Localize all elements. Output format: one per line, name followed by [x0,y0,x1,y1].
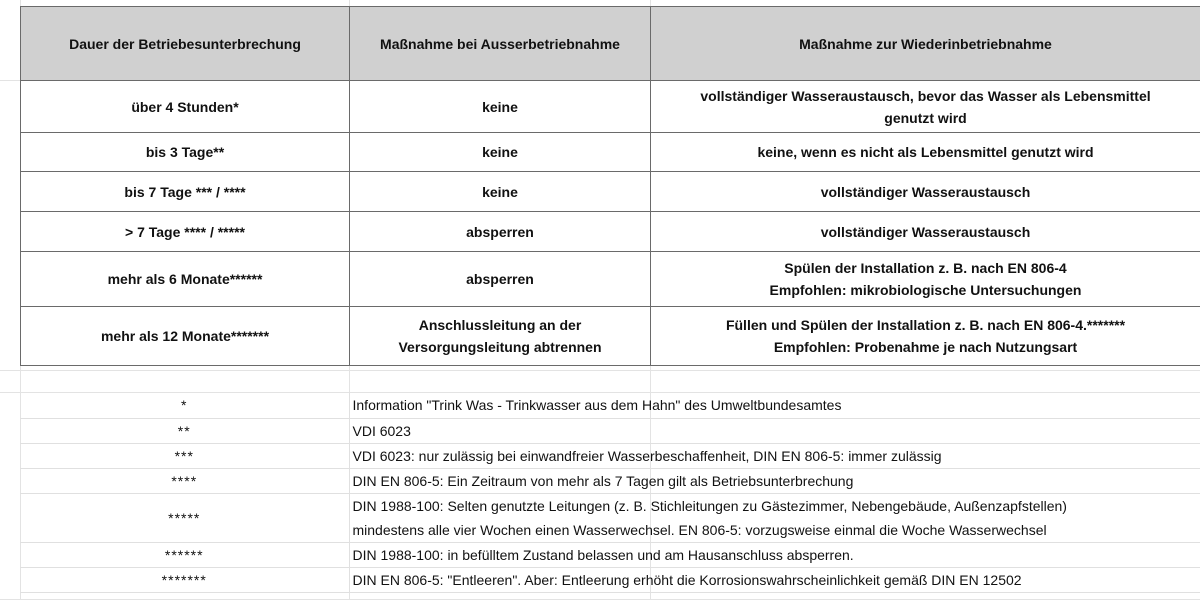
header-restart-measure[interactable]: Maßnahme zur Wiederinbetriebnahme [651,7,1200,81]
cell-text-line: Empfohlen: mikrobiologische Untersuchungen [769,282,1082,298]
shutdown-cell[interactable] [350,252,651,307]
duration-cell[interactable]: bis 7 Tage *** / **** [21,172,350,212]
restart-cell[interactable] [651,252,1200,307]
footnote-text-line: mindestens alle vier Wochen einen Wasserwechsel. EN 806-5: vorzugsweise einmal die Woche Wasserwechsel [352,522,1047,538]
cell-text-line: Empfohlen: Probenahme je nach Nutzungsart [773,339,1078,355]
footnote-text[interactable] [349,392,1200,419]
cell-text-line: keine [482,183,518,200]
cell-text-line: absperren [466,271,534,287]
shutdown-cell[interactable] [350,133,651,172]
cell-text-line: genutzt wird [884,109,967,126]
footnote-mark[interactable]: *** [20,444,349,469]
footnote-mark[interactable]: ******* [20,568,349,593]
cell-text-line: keine [482,98,518,115]
header-duration[interactable]: Dauer der Betriebesunterbrechung [21,7,350,81]
footnote-mark[interactable]: ****** [20,543,349,568]
footnote-row [20,494,1200,543]
footnote-text-line: VDI 6023 [352,423,411,439]
cell-text-line: keine [482,144,518,160]
table-row [21,252,1200,307]
header-shutdown-measure[interactable]: Maßnahme bei Ausserbetriebnahme [350,7,651,81]
footnote-row [20,469,1200,494]
restart-cell[interactable] [651,172,1200,212]
footnote-row [20,444,1200,469]
water-interruption-table [20,6,1200,366]
footnote-text[interactable] [349,469,1200,494]
shutdown-cell[interactable] [350,81,651,133]
footnote-text[interactable] [349,543,1200,568]
cell-text-line: vollständiger Wasseraustausch, bevor das Wasser als Lebensmittel [700,87,1151,104]
duration-cell[interactable]: bis 3 Tage** [21,133,350,172]
restart-cell[interactable] [651,133,1200,172]
cell-text-line: keine, wenn es nicht als Lebensmittel genutzt wird [757,144,1094,160]
duration-cell[interactable]: mehr als 6 Monate****** [21,252,350,307]
cell-text-line: Anschlussleitung an der [418,317,582,333]
footnote-text-line: Information "Trink Was - Trinkwasser aus dem Hahn" des Umweltbundesamtes [352,397,842,413]
footnote-row [20,543,1200,568]
restart-cell[interactable] [651,307,1200,366]
table-row [21,81,1200,133]
cell-text-line: vollständiger Wasseraustausch [820,183,1031,200]
shutdown-cell[interactable] [350,212,651,252]
cell-text-line: vollständiger Wasseraustausch [820,223,1031,240]
footnote-row [20,568,1200,593]
grid-row-line [0,370,1200,371]
cell-text-line: Füllen und Spülen der Installation z. B. nach EN 806-4.******* [725,317,1126,333]
footnote-text-line: DIN 1988-100: in befülltem Zustand belassen und am Hausanschluss absperren. [352,547,854,563]
duration-cell[interactable]: mehr als 12 Monate******* [21,307,350,366]
shutdown-cell[interactable] [350,307,651,366]
table-row [21,133,1200,172]
footnote-text-line: DIN EN 806-5: Ein Zeitraum von mehr als 7 Tagen gilt als Betriebsunterbrechung [352,473,854,489]
table-row [21,212,1200,252]
footnote-text[interactable] [349,444,1200,469]
cell-text-line: Spülen der Installation z. B. nach EN 806-4 [784,260,1067,276]
footnote-mark[interactable]: ***** [20,494,349,543]
footnote-text[interactable] [349,494,1200,543]
footnote-mark[interactable]: **** [20,469,349,494]
footnote-row [20,392,1200,419]
duration-cell[interactable]: > 7 Tage **** / ***** [21,212,350,252]
footnote-text[interactable] [349,568,1200,593]
cell-text-line: Versorgungsleitung abtrennen [398,339,602,355]
footnote-text-line: VDI 6023: nur zulässig bei einwandfreier Wasserbeschaffenheit, DIN EN 806-5: immer zulässig [352,448,942,464]
shutdown-cell[interactable] [350,172,651,212]
cell-text-line: absperren [466,223,534,240]
restart-cell[interactable] [651,81,1200,133]
restart-cell[interactable] [651,212,1200,252]
duration-cell[interactable]: über 4 Stunden* [21,81,350,133]
footnotes-table [20,392,1200,593]
footnote-text-line: DIN EN 806-5: "Entleeren". Aber: Entleerung erhöht die Korrosionswahrscheinlichkeit gemäß DIN EN 12502 [352,572,1022,588]
table-row [21,307,1200,366]
footnote-mark[interactable]: ** [20,419,349,444]
footnote-text-line: DIN 1988-100: Selten genutzte Leitungen (z. B. Stichleitungen zu Gästezimmer, Nebengebäude, Außenzapfstellen) [352,498,1067,514]
table-header-row [21,7,1200,81]
footnote-mark[interactable]: * [20,392,349,419]
footnote-text[interactable] [349,419,1200,444]
table-row [21,172,1200,212]
footnote-row [20,419,1200,444]
